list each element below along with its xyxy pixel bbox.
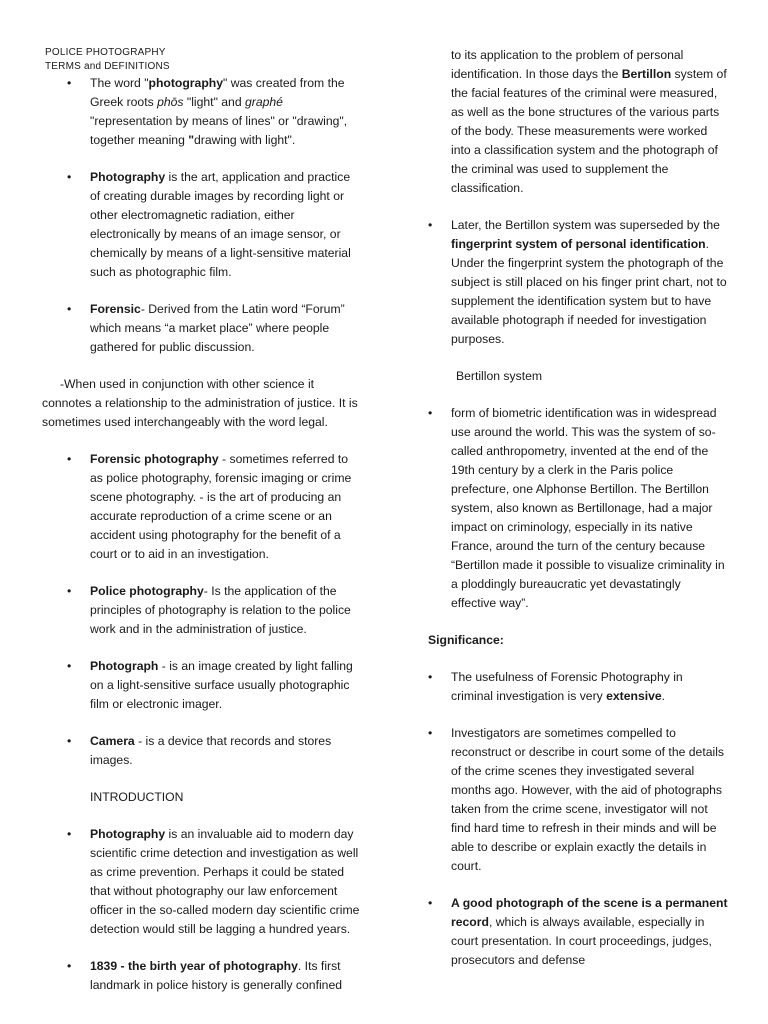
terms-list <box>45 450 363 770</box>
definitions-list <box>45 74 363 357</box>
text-span: - Is the application of the principles of photography is relation to the police work and in the administration of justice. <box>90 584 351 636</box>
list-item-birth-year <box>45 957 363 995</box>
bold-term: Forensic <box>90 302 141 316</box>
list-item-usefulness <box>428 668 728 706</box>
list-item-forensic-definition <box>45 300 363 357</box>
list-item-photograph <box>45 657 363 714</box>
bullet-marker: • <box>67 76 72 90</box>
bertillon-list <box>428 216 728 349</box>
bold-term: fingerprint system of personal identification <box>451 237 706 251</box>
introduction-heading: INTRODUCTION <box>90 790 184 804</box>
bold-term: extensive <box>606 689 662 703</box>
bold-term: Camera <box>90 734 135 748</box>
bold-term: Photography <box>90 170 166 184</box>
text-span: . Its first landmark in police history is generally confined <box>90 959 343 992</box>
bullet-marker: • <box>67 170 72 184</box>
text-span: . Under the fingerprint system the photograph of the subject is still placed on his finger print chart, not to supplement the identification system but to have available photograph if needed for investigation purposes. <box>451 237 727 346</box>
bold-term: Photograph <box>90 659 159 673</box>
bullet-marker: • <box>428 218 433 232</box>
right-column <box>428 46 728 988</box>
significance-list <box>428 668 728 970</box>
text-span: Investigators are sometimes compelled to reconstruct or describe in court some of the details of the crime scenes they investigated several months ago. However, with the aid of photographs taken from the crime scene, investigator will not find hard time to refresh in their minds and will be able to describe or explain exactly the details in court. <box>451 726 724 873</box>
bullet-marker: • <box>428 406 433 420</box>
bullet-marker: • <box>67 452 72 466</box>
bold-term: Police photography <box>90 584 204 598</box>
list-item-superseded <box>428 216 728 349</box>
text-span: The word " <box>90 76 149 90</box>
bullet-marker: • <box>428 726 433 740</box>
text-span: - is a device that records and stores images. <box>90 734 332 767</box>
text-span: . <box>661 689 666 703</box>
list-item-police-photography <box>45 582 363 639</box>
italic-term: graphé <box>245 95 283 109</box>
text-span: to its application to the problem of personal identification. In those days the <box>451 48 684 81</box>
text-span: The usefulness of Forensic Photography in criminal investigation is very <box>451 670 683 703</box>
conjunction-paragraph: -When used in conjunction with other science it connotes a relationship to the administration of justice. It is sometimes used interchangeably with the word legal. <box>42 377 358 429</box>
list-item-photography-word <box>45 74 363 150</box>
list-item-photography-definition <box>45 168 363 282</box>
text-span: form of biometric identification was in widespread use around the world. This was the system of so-called anthropometry, invented at the end of the 19th century by a clerk in the Paris police prefecture, one Alphonse Bertillon. The Bertillon system, also known as Bertillonage, had a major impact on criminology, especially in its native France, around the turn of the century because “Bertillon made it possible to visualize criminality in a ploddingly bureaucratic yet devastatingly effective way”. <box>451 406 725 610</box>
bullet-marker: • <box>67 734 72 748</box>
bullet-marker: • <box>67 959 72 973</box>
list-item-invaluable-aid <box>45 825 363 939</box>
text-span: drawing with light". <box>194 133 296 147</box>
bold-heading: Significance: <box>428 633 504 647</box>
document-title: POLICE PHOTOGRAPHY <box>45 47 166 58</box>
italic-term: phōs <box>157 95 184 109</box>
significance-heading <box>428 631 728 650</box>
document-subtitle: TERMS and DEFINITIONS <box>45 61 170 72</box>
introduction-list <box>45 825 363 995</box>
text-span: "representation by means of lines" or "drawing", together meaning <box>90 114 348 147</box>
bold-term: " <box>188 133 195 147</box>
text-span: " was created from the Greek roots <box>90 76 345 109</box>
list-item-bertillon-definition <box>428 404 728 613</box>
bullet-marker: • <box>428 896 433 910</box>
list-item-good-photograph <box>428 894 728 970</box>
bertillon-definition-list <box>428 404 728 613</box>
text-span: "light" and <box>183 95 246 109</box>
text-span: is an invaluable aid to modern day scientific crime detection and investigation as well as crime prevention. Perhaps it could be stated that without photography our law enforcement officer in the so-called modern day scientific crime detection would still be lagging a hundred years. <box>90 827 360 936</box>
bold-term: 1839 - the birth year of photography <box>90 959 298 973</box>
list-item-investigators <box>428 724 728 876</box>
bold-term: Bertillon <box>621 67 672 81</box>
left-column <box>42 46 363 1013</box>
bertillon-heading: Bertillon system <box>456 369 543 383</box>
bullet-marker: • <box>67 659 72 673</box>
bold-term: Photography <box>90 827 166 841</box>
bullet-marker: • <box>67 827 72 841</box>
bold-term: A good photograph of the scene is a permanent record <box>451 896 728 929</box>
text-span: Later, the Bertillon system was superseded by the <box>451 218 720 232</box>
continuation-paragraph <box>428 46 728 198</box>
bullet-marker: • <box>67 302 72 316</box>
text-span: is the art, application and practice of creating durable images by recording light or other electromagnetic radiation, either electronically by means of an image sensor, or chemically by means of a light-sensitive material such as photographic film. <box>90 170 351 279</box>
bullet-marker: • <box>428 670 433 684</box>
bullet-marker: • <box>67 584 72 598</box>
text-span: - is an image created by light falling on a light-sensitive surface usually photographic film or electronic imager. <box>90 659 353 711</box>
text-span: , which is always available, especially in court presentation. In court proceedings, judges, prosecutors and defense <box>451 915 712 967</box>
text-span: - Derived from the Latin word “Forum” which means “a market place” where people gathered for public discussion. <box>90 302 345 354</box>
list-item-camera <box>45 732 363 770</box>
bold-term: Forensic photography <box>90 452 219 466</box>
bold-term: photography <box>148 76 223 90</box>
text-span: system of the facial features of the criminal were measured, as well as the bone structures of the various parts of the body. These measurements were worked into a classification system and the photograph of the criminal was used to supplement the classification. <box>451 67 727 195</box>
list-item-forensic-photography <box>45 450 363 564</box>
text-span: - sometimes referred to as police photography, forensic imaging or crime scene photography. - is the art of producing an accurate reproduction of a crime scene or an accident using photography for the benefit of a court or to aid in an investigation. <box>90 452 352 561</box>
